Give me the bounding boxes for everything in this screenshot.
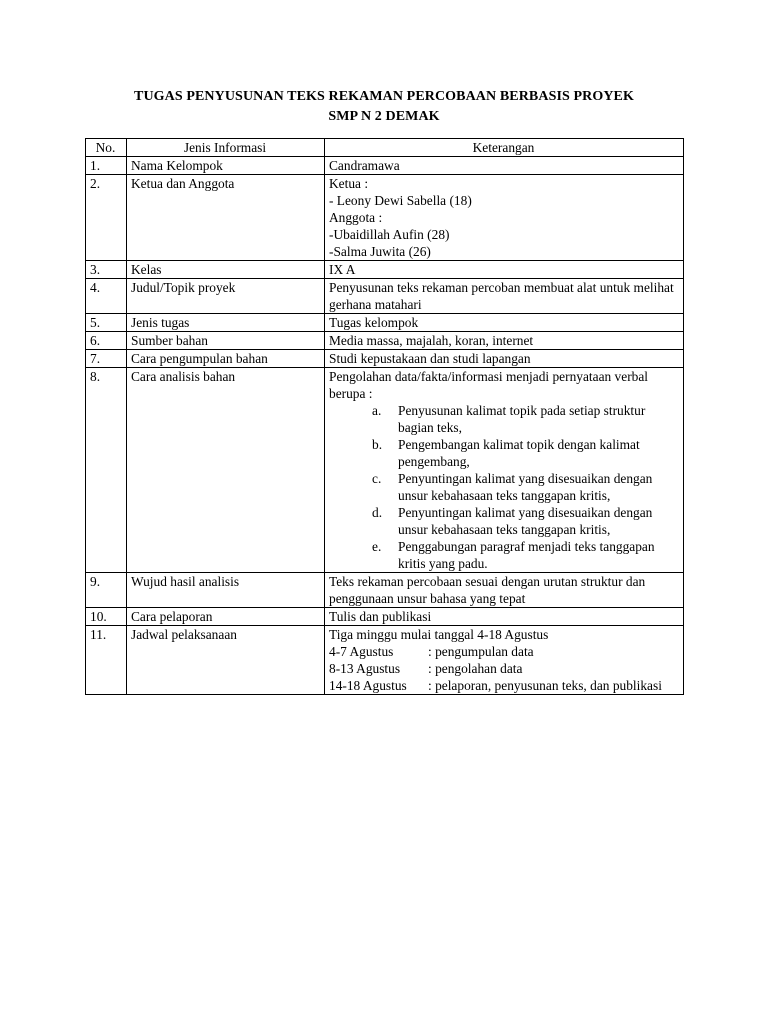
- cell-jenis: Jadwal pelaksanaan: [127, 626, 325, 695]
- cell-keterangan: [325, 368, 684, 573]
- cell-keterangan: [325, 626, 684, 695]
- analysis-intro: Pengolahan data/fakta/informasi menjadi pernyataan verbal berupa :: [329, 369, 649, 401]
- cell-no: 6.: [86, 332, 127, 350]
- table-row: [86, 279, 684, 314]
- table-row: [86, 626, 684, 695]
- table-row: [86, 175, 684, 261]
- cell-jenis: Kelas: [127, 261, 325, 279]
- table-row: [86, 573, 684, 608]
- schedule-activity: : pelaporan, penyusunan teks, dan publikasi: [428, 678, 662, 693]
- cell-jenis: Judul/Topik proyek: [127, 279, 325, 314]
- cell-jenis: Cara pelaporan: [127, 608, 325, 626]
- list-item: [372, 504, 678, 538]
- document-title: [0, 87, 768, 127]
- anggota-label: Anggota :: [329, 210, 383, 225]
- schedule-intro: Tiga minggu mulai tanggal 4-18 Agustus: [329, 627, 549, 642]
- list-letter: b.: [372, 437, 383, 452]
- list-letter: d.: [372, 505, 383, 520]
- list-text: Penyusunan kalimat topik pada setiap struktur bagian teks,: [398, 403, 646, 435]
- schedule-date: 8-13 Agustus: [329, 661, 401, 676]
- cell-keterangan: Candramawa: [325, 157, 684, 175]
- cell-keterangan: Tugas kelompok: [325, 314, 684, 332]
- schedule-activity: : pengumpulan data: [428, 644, 534, 659]
- info-table: [85, 138, 684, 695]
- cell-jenis: Cara pengumpulan bahan: [127, 350, 325, 368]
- cell-keterangan: [325, 175, 684, 261]
- table-row: [86, 332, 684, 350]
- schedule-item: [329, 677, 678, 694]
- list-text: Penyuntingan kalimat yang disesuaikan dengan unsur kebahasaan teks tanggapan kritis,: [398, 505, 653, 537]
- header-no: No.: [86, 139, 127, 157]
- table-row: [86, 261, 684, 279]
- table-row: [86, 608, 684, 626]
- cell-keterangan: Studi kepustakaan dan studi lapangan: [325, 350, 684, 368]
- list-letter: e.: [372, 539, 382, 554]
- list-item: [372, 538, 678, 572]
- cell-jenis: Jenis tugas: [127, 314, 325, 332]
- list-item: [372, 402, 678, 436]
- cell-no: 4.: [86, 279, 127, 314]
- table-row: [86, 157, 684, 175]
- list-text: Pengembangan kalimat topik dengan kalimat pengembang,: [398, 437, 640, 469]
- cell-no: 7.: [86, 350, 127, 368]
- cell-jenis: Wujud hasil analisis: [127, 573, 325, 608]
- cell-keterangan: Tulis dan publikasi: [325, 608, 684, 626]
- ketua-label: Ketua :: [329, 176, 369, 191]
- header-jenis-informasi: Jenis Informasi: [127, 139, 325, 157]
- analysis-list: [329, 402, 678, 572]
- cell-no: 11.: [86, 626, 127, 695]
- list-text: Penyuntingan kalimat yang disesuaikan dengan unsur kebahasaan teks tanggapan kritis,: [398, 471, 653, 503]
- cell-jenis: Cara analisis bahan: [127, 368, 325, 573]
- cell-keterangan: Media massa, majalah, koran, internet: [325, 332, 684, 350]
- cell-no: 1.: [86, 157, 127, 175]
- list-item: [372, 470, 678, 504]
- cell-no: 9.: [86, 573, 127, 608]
- cell-no: 10.: [86, 608, 127, 626]
- list-text: Penggabungan paragraf menjadi teks tanggapan kritis yang padu.: [398, 539, 655, 571]
- cell-keterangan: Penyusunan teks rekaman percoban membuat alat untuk melihat gerhana matahari: [325, 279, 684, 314]
- list-item: [372, 436, 678, 470]
- header-keterangan: Keterangan: [325, 139, 684, 157]
- cell-no: 5.: [86, 314, 127, 332]
- title-line-2: SMP N 2 DEMAK: [328, 109, 440, 124]
- schedule-activity: : pengolahan data: [428, 661, 523, 676]
- anggota-name: -Ubaidillah Aufin (28): [329, 227, 450, 242]
- table-row: [86, 350, 684, 368]
- cell-no: 8.: [86, 368, 127, 573]
- cell-jenis: Nama Kelompok: [127, 157, 325, 175]
- list-letter: a.: [372, 403, 382, 418]
- cell-no: 3.: [86, 261, 127, 279]
- schedule-date: 4-7 Agustus: [329, 644, 394, 659]
- cell-keterangan: IX A: [325, 261, 684, 279]
- cell-keterangan: Teks rekaman percobaan sesuai dengan urutan struktur dan penggunaan unsur bahasa yang tepat: [325, 573, 684, 608]
- cell-no: 2.: [86, 175, 127, 261]
- list-letter: c.: [372, 471, 382, 486]
- table-header-row: [86, 139, 684, 157]
- schedule-item: [329, 643, 678, 660]
- schedule-item: [329, 660, 678, 677]
- title-line-1: TUGAS PENYUSUNAN TEKS REKAMAN PERCOBAAN BERBASIS PROYEK: [134, 89, 634, 104]
- table-row: [86, 314, 684, 332]
- anggota-name: -Salma Juwita (26): [329, 244, 431, 259]
- schedule-date: 14-18 Agustus: [329, 678, 407, 693]
- cell-jenis: Ketua dan Anggota: [127, 175, 325, 261]
- ketua-name: - Leony Dewi Sabella (18): [329, 193, 472, 208]
- cell-jenis: Sumber bahan: [127, 332, 325, 350]
- table-row: [86, 368, 684, 573]
